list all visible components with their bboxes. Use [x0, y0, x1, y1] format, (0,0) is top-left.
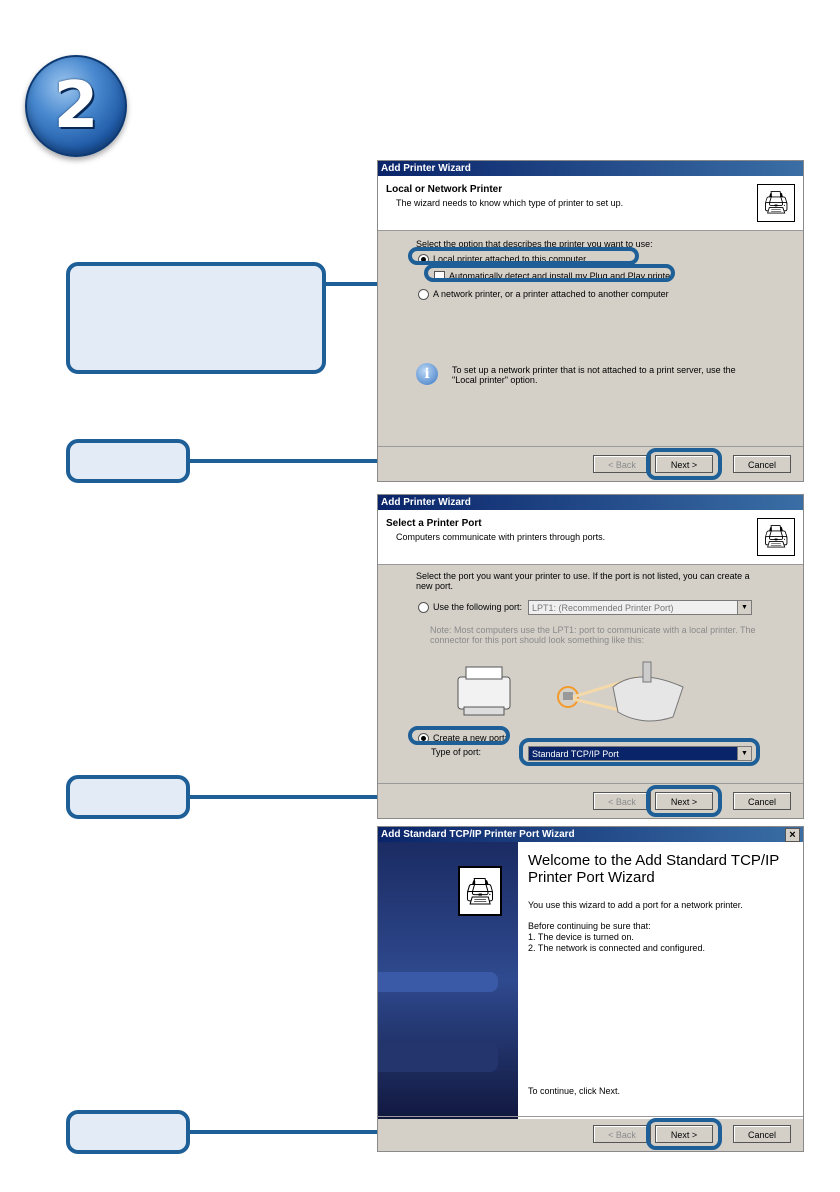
highlight-create-port	[408, 726, 510, 745]
wizard-header	[378, 176, 803, 231]
callout-box-next-3	[66, 1110, 190, 1154]
header-subtitle: Computers communicate with printers through ports.	[396, 532, 606, 542]
wizard-header	[378, 510, 803, 565]
prompt-text: Select the option that describes the printer you want to use:	[416, 239, 653, 249]
option-network-label: A network printer, or a printer attached to another computer	[433, 289, 669, 299]
window-title: Add Standard TCP/IP Printer Port Wizard	[381, 829, 575, 840]
highlight-next-button	[646, 785, 722, 817]
continue-text: To continue, click Next.	[528, 1086, 621, 1096]
tcpip-port-wizard-window	[377, 826, 804, 1152]
highlight-autodetect-option	[424, 264, 675, 282]
radio-use-port-icon[interactable]	[418, 602, 429, 613]
option-create-port-label: Create a new port:	[433, 733, 508, 743]
button-row	[378, 783, 803, 818]
port-type-select-value: Standard TCP/IP Port	[532, 749, 619, 759]
info-icon: i	[416, 363, 438, 385]
callout-box-printer-type	[66, 262, 326, 374]
window-titlebar: Add Printer Wizard	[378, 161, 803, 176]
wizard-side-banner	[378, 842, 518, 1119]
info-icon-wrap	[416, 363, 438, 385]
highlight-local-option	[408, 247, 639, 265]
welcome-heading: Welcome to the Add Standard TCP/IP Printer Port Wizard	[528, 852, 779, 886]
info-text: To set up a network printer that is not attached to a print server, use the "Local printer" option.	[452, 365, 736, 385]
port-connector-illustration	[438, 657, 698, 732]
option-use-port[interactable]	[418, 602, 522, 613]
button-row	[378, 446, 803, 481]
port-select[interactable]	[528, 600, 752, 615]
option-local-label: Local printer attached to this computer	[433, 254, 587, 264]
option-use-port-label: Use the following port:	[433, 602, 523, 612]
highlight-next-button	[646, 448, 722, 480]
wizard-body	[378, 565, 803, 785]
network-printer-icon: 🖨	[458, 866, 502, 916]
next-button[interactable]: Next >	[655, 455, 713, 473]
step-number: 2	[53, 69, 99, 143]
option-network-printer[interactable]	[418, 289, 669, 300]
button-row	[378, 1116, 803, 1151]
prompt-text: Select the port you want your printer to use. If the port is not listed, you can create a new port.	[416, 571, 750, 591]
step-number-badge	[25, 55, 127, 157]
window-titlebar	[378, 827, 803, 842]
printer-icon: 🖨	[757, 184, 795, 222]
cancel-button[interactable]: Cancel	[733, 792, 791, 810]
banner-decoration	[378, 972, 498, 992]
callout-box-next-1	[66, 439, 190, 483]
next-button[interactable]: Next >	[655, 792, 713, 810]
back-button[interactable]: < Back	[593, 455, 651, 473]
intro-text: You use this wizard to add a port for a network printer.	[528, 900, 743, 910]
cancel-button[interactable]: Cancel	[733, 455, 791, 473]
callout-box-next-2	[66, 775, 190, 819]
next-button[interactable]: Next >	[655, 1125, 713, 1143]
close-icon[interactable]: ×	[785, 828, 800, 842]
cancel-button[interactable]: Cancel	[733, 1125, 791, 1143]
header-subtitle: The wizard needs to know which type of printer to set up.	[396, 198, 624, 208]
port-select-value: LPT1: (Recommended Printer Port)	[532, 603, 674, 613]
header-title: Select a Printer Port	[386, 518, 482, 529]
radio-network-icon[interactable]	[418, 289, 429, 300]
window-titlebar: Add Printer Wizard	[378, 495, 803, 510]
wizard-body	[378, 231, 803, 449]
checklist-item-2: 2. The network is connected and configured.	[528, 943, 705, 953]
dropdown-arrow-icon[interactable]: ▼	[737, 747, 751, 760]
wizard-content	[518, 842, 804, 1119]
note-text: Note: Most computers use the LPT1: port to communicate with a local printer. The connector for this port should look something like this:	[430, 625, 756, 645]
printer-icon: 🖨	[757, 518, 795, 556]
banner-decoration	[378, 1042, 498, 1072]
back-button[interactable]: < Back	[593, 792, 651, 810]
checklist-item-1: 1. The device is turned on.	[528, 932, 634, 942]
back-button[interactable]: < Back	[593, 1125, 651, 1143]
add-printer-wizard-window-1	[377, 160, 804, 482]
add-printer-wizard-window-2	[377, 494, 804, 819]
type-of-port-label: Type of port:	[431, 747, 482, 757]
highlight-port-type	[519, 738, 760, 766]
highlight-next-button	[646, 1118, 722, 1150]
before-text: Before continuing be sure that:	[528, 921, 651, 931]
header-title: Local or Network Printer	[386, 184, 503, 195]
option-autodetect-label: Automatically detect and install my Plug and Play printer	[449, 271, 674, 281]
dropdown-arrow-icon[interactable]: ▼	[737, 601, 751, 614]
